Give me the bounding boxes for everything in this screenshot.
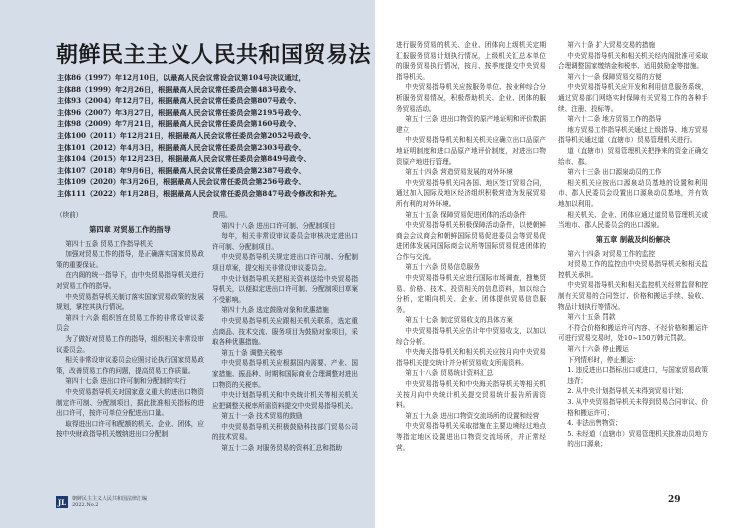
article-heading: 第五十四条 营造贸易发展的对外环境	[405, 168, 513, 177]
amendment-line: 主体107（2018）年9月6日，根据最高人民会议常任委员会第2387号政令、	[57, 165, 306, 175]
paragraph: 中央贸易指导机关和相关机关应确立出口品原产地证明制度和进口品原产地评价制度，对进出口物资原产地进行管理。	[396, 136, 546, 166]
paragraph: 每年，相关非常设审议委员会审核决定进出口许可制、分配制项目。	[212, 232, 358, 251]
amendment-line: 主体88（1999）年2月26日，根据最高人民会议常任委员会第483号政令、	[57, 84, 301, 94]
paragraph: 取得进出口许可和配额的机关、企业、团体，应按中央财政指导机关缴纳进出口分配制	[56, 419, 204, 439]
text-column-3	[396, 40, 546, 453]
amendment-line: 主体93（2004）年12月7日，根据最高人民会议常任委员会第807号政令、	[57, 96, 301, 106]
article-heading: 第五十六条 贸易信息服务	[405, 263, 480, 272]
list-item: 5. 未经道（直辖市）贸易管理机关批准动员地方的出口源泉；	[567, 429, 708, 449]
text-column-4	[558, 40, 708, 450]
article-heading: 第四十六条 组织旨在贸易工作的非常设审议委员会	[56, 313, 204, 333]
list-item: 1. 违反进出口指标出口或进口，与国家贸易政策违背；	[567, 366, 708, 385]
journal-logo: JL	[57, 497, 67, 507]
amendment-line: 主体96（2007）年3月27日，根据最高人民会议常任委员会第2195号政令、	[57, 107, 306, 117]
article-heading: 第五十二条 对服务贸易的资料汇总和指助	[221, 444, 343, 453]
article-heading: 第六十五条 罚款	[567, 313, 616, 322]
paragraph: 中央贸易指导机关规定进出口许可制、分配制项目草案，提交相关非常设审议委员会。	[212, 253, 358, 272]
paragraph: 在内阁的统一指导下，由中央贸易指导机关进行对贸易工作的指导。	[56, 271, 204, 290]
paragraph: 相关机关、企业、团体应通过道贸易管理机关或当地市、郡人民委员会的出口源泉。	[558, 210, 708, 230]
article-heading: 第五十条 调整关税率	[221, 348, 283, 357]
amendment-line: 主体98（2009）年7月21日，根据最高人民会议常任委员会第160号政令、	[57, 119, 301, 129]
amendment-list	[57, 72, 341, 200]
paragraph: 下列情形时，停止搬运：	[567, 355, 640, 364]
article-heading: 第五十五条 保障贸易促进团体的活动条件	[405, 210, 527, 219]
paragraph: 中央贸易指导机关和相关监控机关经常监督和控制有关贸易的合同签订、价格和搬运手续、验收、物品计划执行等情况。	[558, 281, 708, 311]
paragraph: 道（直辖市）贸易管理机关把挣来的资金正确交给市、郡。	[558, 146, 708, 166]
article-heading: 第六十二条 地方贸易工作的指导	[567, 115, 662, 124]
article-heading: 第六十三条 出口源泉动员的工作	[567, 168, 662, 177]
paragraph: 不符合价格和搬运许可内容、不经价格和搬运许可进行贸易交易时，处10~150万韩元罚款。	[558, 323, 708, 343]
article-heading: 第四十八条 进出口许可制、分配制项目	[221, 221, 336, 230]
paragraph: 中央贸易指导机关积极保障活动条件，以使朝鲜商会会议商会和朝鲜国际贸易促进委员会等贸易促进团体发展同国际商会议所等国际贸易促进团体的合作与交流。	[396, 221, 546, 261]
paragraph: 中央贸易指导机关积极鼓励科技部门贸易公司的技术贸易。	[212, 422, 358, 442]
footer-line: 2022.No.2	[72, 502, 99, 508]
article-heading: 第五十一条 技术贸易的鼓励	[221, 412, 303, 421]
footer-line: 朝鲜民主主义人民共和国法律汇编	[72, 496, 148, 502]
amendment-line: 主体109（2020）年3月26日，根据最高人民会议常任委员会第256号政令、	[57, 177, 306, 187]
continuation-note: （续前）	[56, 211, 83, 219]
law-title: 朝鲜民主主义人民共和国贸易法	[56, 42, 372, 68]
text-column-2	[212, 210, 358, 454]
paragraph: 中央贸易指导机关应根据国内需要、产业、国家措施、振品种、时期和国际商业合理调整对进出口物资的关税率。	[212, 359, 358, 389]
paragraph: 中央贸易指导机关应跟相关机关联系，选定重点商品、技术交流、服务项目为鼓励对象项目，采取各种优惠措施。	[212, 316, 358, 347]
article-heading: 第六十一条 保障贸易交易的方便	[567, 72, 662, 81]
article-heading: 第五十三条 进出口物资的原产地证明和评价数据建立	[396, 115, 546, 134]
list-item: 3. 从中央贸易指导机关未得到贸易合同审议、价格和搬运许可；	[567, 398, 708, 417]
amendment-line: 主体104（2015）年12月23日，根据最高人民会议常任委员会第849号政令、	[57, 154, 311, 164]
page-number: 29	[668, 495, 681, 505]
paragraph: 费用。	[212, 211, 232, 219]
paragraph: 中央计划指导机关和中央统计机关等相关机关应把调整关税率所需资料提交中央贸易指导机关。	[212, 391, 358, 410]
article-heading: 第六十六条 停止搬运	[567, 345, 629, 354]
paragraph: 中央贸易指导机关对国家意义重大的进出口物资制定许可制、分配制项目，据此批准相关指标的进出口许可，按许可单位分配进出口量。	[56, 387, 204, 418]
paragraph: 进行服务贸易的机关、企业、团体向上级机关定期汇报服务贸易计划执行情况，上级机关汇总本单位的服务贸易执行情况，按月、按季度提交中央贸易指导机关。	[396, 41, 546, 81]
article-heading: 第四十七条 进出口许可制和分配制的实行	[65, 377, 187, 386]
paragraph: 中央贸易指导机关和中央海关指导机关等相关机关按月向中央统计机关提交贸易统计报告所需资料。	[396, 380, 546, 410]
article-heading: 第五十八条 贸易统计资料汇总	[405, 369, 494, 378]
amendment-line: 主体101（2012）年4月3日，根据最高人民会议常任委员会第2303号政令、	[57, 142, 306, 152]
paragraph: 加强对贸易工作的指导，是正确落实国家贸易政策的重要保证。	[56, 250, 204, 269]
paragraph: 中央计划指导机关把相关资料送给中央贸易指导机关，以便拟定进出口许可制、分配制项目草案不受影响。	[212, 274, 358, 304]
paragraph: 相关非常设审议委员会应照讨论执行国家贸易政策，改善贸易工作的问题，提高贸易工作质量。	[56, 356, 204, 375]
paragraph: 地方贸易工作指导机关通过上级指导、地方贸易指导机关通过道（直辖市）贸易管理机关进行。	[558, 125, 708, 145]
paragraph: 中央贸易指导机关和相关机关经内阁批准可采取合理调整国家缴纳金和税率、适用鼓励金等措施。	[558, 51, 708, 71]
article-heading: 第四十五条 贸易工作指导机关	[65, 239, 154, 248]
list-item: 2. 从中央计划指导机关未得到贸易计划；	[567, 387, 688, 396]
amendment-line: 主体86（1997）年12月10日，以最高人民会议常设会议第104号决议通过，	[57, 73, 306, 82]
paragraph: 中央贸易指导机关采取措施在主要边境经过地点等指定地区设置进出口物资交流场所，并正常经营。	[396, 422, 546, 452]
article-heading: 第四十九条 选定鼓励对象和优惠措施	[221, 306, 329, 315]
paragraph: 相关机关应按出口源泉动员基地的设置和利用市、郡人民委员会设置出口源泉动员基地，并有效地加以利用。	[558, 178, 708, 208]
paragraph: 中央贸易指导机关应进行国际市场调查，搜集贸易、价格、技术、投资相关的信息资料，加以综合分析，定期向机关、企业、团体提供贸易信息服务。	[396, 274, 546, 314]
text-column-1	[56, 210, 204, 440]
article-heading: 第六十条 扩大贸易交易的措施	[567, 41, 656, 49]
chapter-heading: 第四章 对贸易工作的指导	[89, 224, 171, 234]
amendment-line: 主体111（2022）年1月28日，根据最高人民会议常任委员会第847号政令修改和补充。	[57, 188, 342, 198]
article-heading: 第五十九条 进出口物资交流场所的设置和经营	[405, 411, 540, 420]
amendment-line: 主体100（2011）年12月21日，根据最高人民会议常任委员会第2052号政令、	[57, 130, 316, 140]
article-heading: 第五十七条 制定贸易收支的具体方案	[405, 316, 513, 325]
paragraph: 为了做好对贸易工作的指导，组织相关非常设审议委员会。	[56, 334, 204, 354]
footer-text	[72, 496, 147, 508]
paragraph: 中央贸易指导机关同各国、地区签订贸易合同，通过加入国际及地区经济组织积极营造为发展贸易所有利的对外环境。	[396, 178, 546, 208]
footer-journal-info	[56, 496, 147, 508]
paragraph: 中央贸易指导机关制订落实国家贸易政策的发展规划，掌控其执行情况。	[56, 292, 204, 312]
paragraph: 中央贸易指导机关应估计年中贸易收支，以加以综合分析。	[396, 327, 546, 346]
paragraph: 中央海关指导机关和相关机关应按月向中央贸易指导机关提交统计并分析贸易收支所需资料。	[396, 348, 546, 367]
list-item: 4. 非法出售物资；	[567, 419, 622, 428]
paragraph: 对贸易工作的监控由中央贸易指导机关和相关监控机关承担。	[558, 260, 708, 279]
chapter-heading: 第五章 制裁及纠纷解决	[595, 234, 671, 244]
paragraph: 中央贸易指导机关应按服务单位、按业种综合分析服务贸易情况，积极帮助机关、企业、团体的服务贸易活动。	[396, 83, 546, 113]
article-heading: 第六十四条 对贸易工作的监控	[567, 249, 656, 258]
paragraph: 中央贸易指导机关应开发和利用信息服务系统，通过贸易部门网络实时保障有关贸易工作的各种手续、注册、投标等。	[558, 83, 708, 113]
